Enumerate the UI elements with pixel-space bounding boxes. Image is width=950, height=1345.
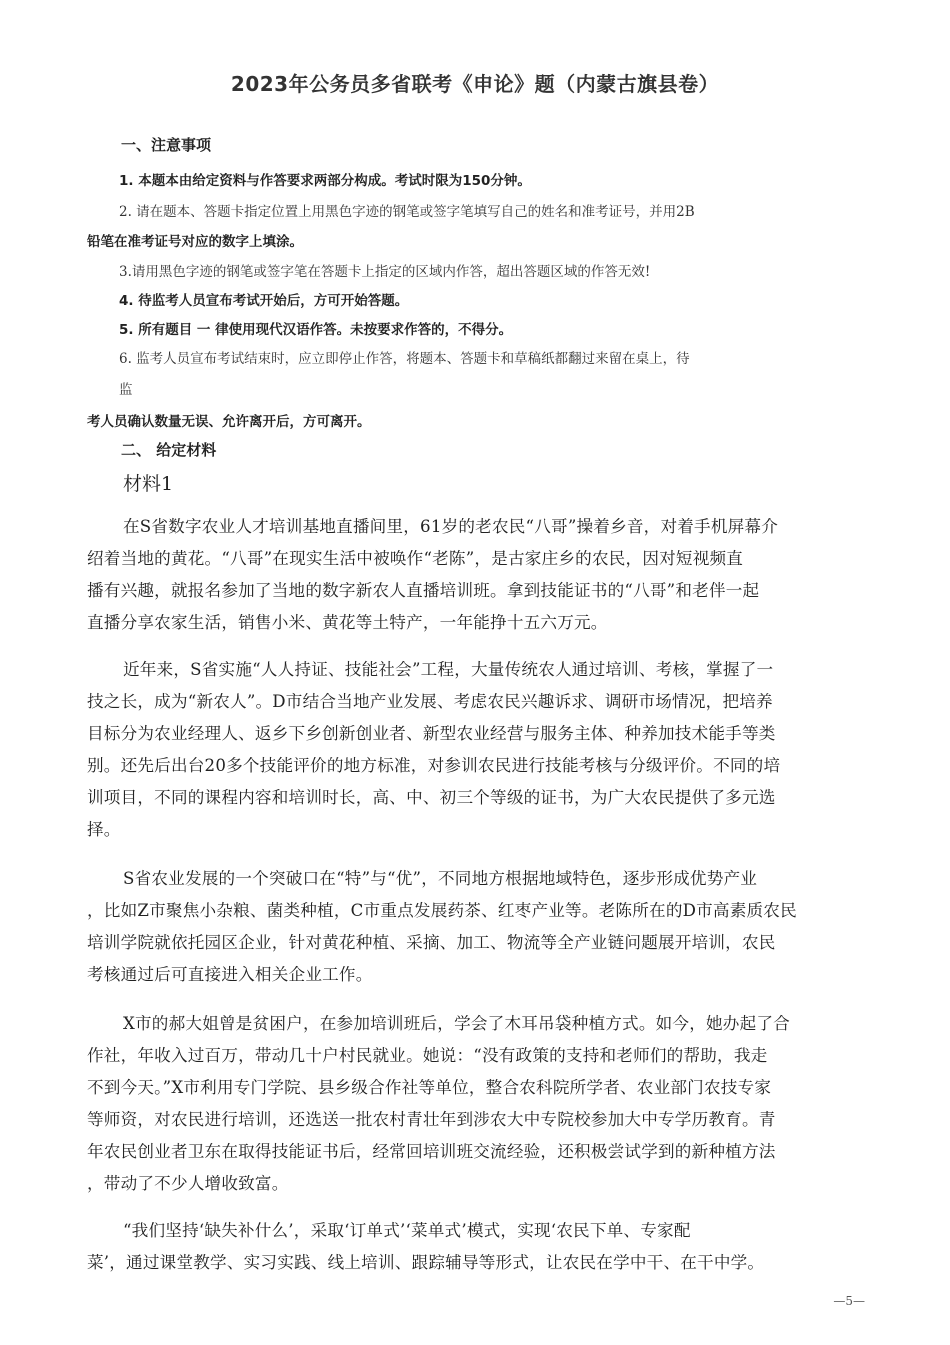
material-text-line: 在S省数字农业人才培训基地直播间里，61岁的老农民“八哥”操着乡音，对着手机屏幕介	[123, 517, 779, 536]
material-text-line: 技之长，成为“新农人”。D市结合当地产业发展、考虑农民兴趣诉求、调研市场情况，把培养	[87, 692, 773, 711]
material-text-line: ，比如Z市聚焦小杂粮、菌类种植，C市重点发展药茶、红枣产业等。老陈所在的D市高素质农民	[87, 901, 797, 920]
material-text-line: 等师资，对农民进行培训，还选送一批农村青壮年到涉农大中专院校参加大中专学历教育。青	[87, 1110, 776, 1129]
page-title: 2023年公务员多省联考《申论》题（内蒙古旗县卷）	[230, 72, 720, 96]
notice-heading: 一、注意事项	[121, 136, 212, 154]
material-text-line: 目标分为农业经理人、返乡下乡创新创业者、新型农业经营与服务主体、种养加技术能手等类	[87, 724, 776, 743]
notice-line: 4. 待监考人员宣布考试开始后，方可开始答题。	[119, 293, 409, 309]
material-text-line: 直播分享农家生活，销售小米、黄花等土特产，一年能挣十五六万元。	[87, 613, 608, 632]
materials-heading: 二、 给定材料	[121, 441, 217, 459]
material-text-line: 训项目，不同的课程内容和培训时长，高、中、初三个等级的证书，为广大农民提供了多元选	[87, 788, 776, 807]
material-text-line: ，带动了不少人增收致富。	[87, 1174, 289, 1193]
notice-line: 1. 本题本由给定资料与作答要求两部分构成。考试时限为150分钟。	[119, 173, 531, 189]
material-text-line: 培训学院就依托园区企业，针对黄花种植、采摘、加工、物流等全产业链问题展开培训，农民	[87, 933, 776, 952]
material-text-line: 绍着当地的黄花。“八哥”在现实生活中被唤作“老陈”，是古家庄乡的农民，因对短视频直	[87, 549, 744, 568]
material-text-line: S省农业发展的一个突破口在“特”与“优”，不同地方根据地域特色，逐步形成优势产业	[123, 869, 758, 888]
material-1-title: 材料1	[123, 473, 174, 495]
material-text-line: 年农民创业者卫东在取得技能证书后，经常回培训班交流经验，还积极尝试学到的新种植方法	[87, 1142, 776, 1161]
notice-line: 考人员确认数量无误、允许离开后，方可离开。	[87, 414, 371, 430]
material-text-line: 择。	[87, 820, 121, 839]
notice-line: 3.请用黑色字迹的钢笔或签字笔在答题卡上指定的区域内作答，超出答题区域的作答无效!	[119, 264, 651, 280]
material-text-line: 作社，年收入过百万，带动几十户村民就业。她说：“没有政策的支持和老师们的帮助，我走	[87, 1046, 768, 1065]
material-text-line: 播有兴趣，就报名参加了当地的数字新农人直播培训班。拿到技能证书的“八哥”和老伴一起	[87, 581, 760, 600]
notice-line: 2. 请在题本、答题卡指定位置上用黑色字迹的钢笔或签字笔填写自己的姓名和准考证号，并用2B	[119, 204, 695, 220]
material-text-line: 不到今天。”X市利用专门学院、县乡级合作社等单位，整合农科院所学者、农业部门农技专家	[87, 1078, 772, 1097]
material-text-line: 别。还先后出台20多个技能评价的地方标准，对参训农民进行技能考核与分级评价。不同的培	[87, 756, 781, 775]
notice-line: 6. 监考人员宣布考试结束时，应立即停止作答，将题本、答题卡和草稿纸都翻过来留在桌上，待	[119, 351, 690, 367]
notice-line: 铅笔在准考证号对应的数字上填涂。	[87, 234, 303, 250]
notice-line: 监	[119, 382, 133, 398]
notice-line: 5. 所有题目 一 律使用现代汉语作答。未按要求作答的，不得分。	[119, 322, 513, 338]
page-number: —5—	[833, 1294, 865, 1308]
material-text-line: X市的郝大姐曾是贫困户，在参加培训班后，学会了木耳吊袋种植方式。如今，她办起了合	[123, 1014, 790, 1033]
material-text-line: 近年来，S省实施“人人持证、技能社会”工程，大量传统农人通过培训、考核，掌握了一	[123, 660, 774, 679]
material-text-line: 菜’，通过课堂教学、实习实践、线上培训、跟踪辅导等形式，让农民在学中干、在干中学。	[87, 1253, 765, 1272]
material-text-line: “我们坚持‘缺失补什么’，采取‘订单式’‘菜单式’模式，实现‘农民下单、专家配	[123, 1221, 691, 1240]
material-text-line: 考核通过后可直接进入相关企业工作。	[87, 965, 373, 984]
